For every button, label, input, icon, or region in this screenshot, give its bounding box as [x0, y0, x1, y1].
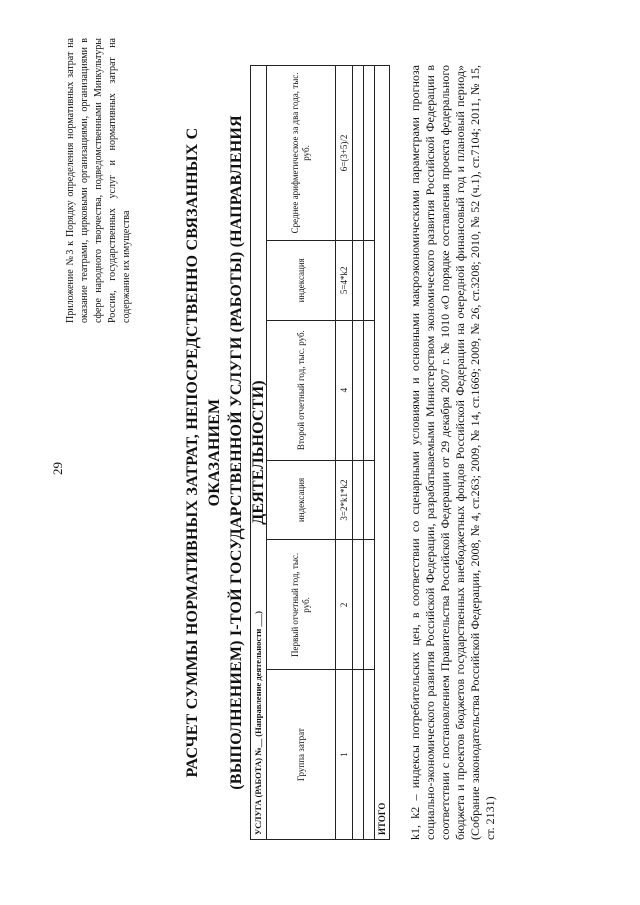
- empty-cell: [364, 66, 375, 241]
- col-num-6: 6=(3+5)/2: [336, 66, 353, 241]
- column-number-row: [336, 66, 353, 840]
- empty-cell: [353, 66, 364, 241]
- total-row: [375, 66, 390, 840]
- empty-cell: [364, 540, 375, 670]
- header-first-year: Первый отчетный год, тыс. руб.: [267, 540, 336, 670]
- empty-cell: [364, 460, 375, 540]
- title-line-2: (ВЫПОЛНЕНИЕМ) I-ТОЙ ГОСУДАРСТВЕННОЙ УСЛУГИ (РАБОТЫ) (НАПРАВЛЕНИЯ ДЕЯТЕЛЬНОСТИ): [228, 115, 267, 790]
- title-line-1: РАСЧЕТ СУММЫ НОРМАТИВНЫХ ЗАТРАТ, НЕПОСРЕДСТВЕННО СВЯЗАННЫХ С ОКАЗАНИЕМ: [184, 127, 223, 778]
- total-label: ИТОГО: [375, 66, 390, 840]
- header-indexation-2: индексация: [267, 240, 336, 320]
- col-num-3: 3=2*k1*k2: [336, 460, 353, 540]
- empty-cell: [353, 460, 364, 540]
- empty-row: [353, 66, 364, 840]
- empty-cell: [353, 320, 364, 460]
- header-row: [267, 66, 336, 840]
- col-num-5: 5=4*k2: [336, 240, 353, 320]
- cost-calculation-table: [250, 65, 390, 840]
- page-number: 29: [50, 462, 65, 475]
- service-row: [251, 66, 267, 840]
- footnote: k1, k2 – индексы потребительских цен, в соответствии со сценарными условиями и основными макроэкономическими параметрами прогноза социально-экономического развития Российской Федерации, разрабатываемыми Министерством экономического развития Российской Федерации в соответствии с постановлением Правительства Российской Федерации от 29 декабря 2007 г. № 1010 «О порядке составления проекта федерального бюджета и проектов бюджетов государственных внебюджетных фондов Российской Федерации на очередной финансовый год и плановый период» (Собрание законодательства Российской Федерации, 2008, № 4, ст.263; 2009, № 14, ст.1669; 2009, № 26, ст.3208; 2010, № 52 (ч.1), ст.7104; 2011, № 15, ст. 2131): [408, 65, 497, 840]
- col-num-1: 1: [336, 670, 353, 840]
- empty-row: [364, 66, 375, 840]
- appendix-note: Приложение №3 к Порядку определения нормативных затрат на оказание театрами, цирковыми организациями, организациями в сфере народного творчества, подведомственными Минкультуры России, государственных услуг и нормативных затрат на содержание их имущества: [65, 38, 132, 323]
- empty-cell: [353, 670, 364, 840]
- header-average: Среднее арифметическое за два года, тыс. руб.: [267, 66, 336, 241]
- col-num-4: 4: [336, 320, 353, 460]
- header-cost-group: Группа затрат: [267, 670, 336, 840]
- empty-cell: [353, 240, 364, 320]
- header-second-year: Второй отчетный год, тыс. руб.: [267, 320, 336, 460]
- empty-cell: [353, 540, 364, 670]
- header-indexation-1: индексация: [267, 460, 336, 540]
- empty-cell: [364, 240, 375, 320]
- col-num-2: 2: [336, 540, 353, 670]
- service-line: УСЛУГА (РАБОТА) №__ (Направление деятельности ___): [251, 66, 267, 840]
- empty-cell: [364, 320, 375, 460]
- empty-cell: [364, 670, 375, 840]
